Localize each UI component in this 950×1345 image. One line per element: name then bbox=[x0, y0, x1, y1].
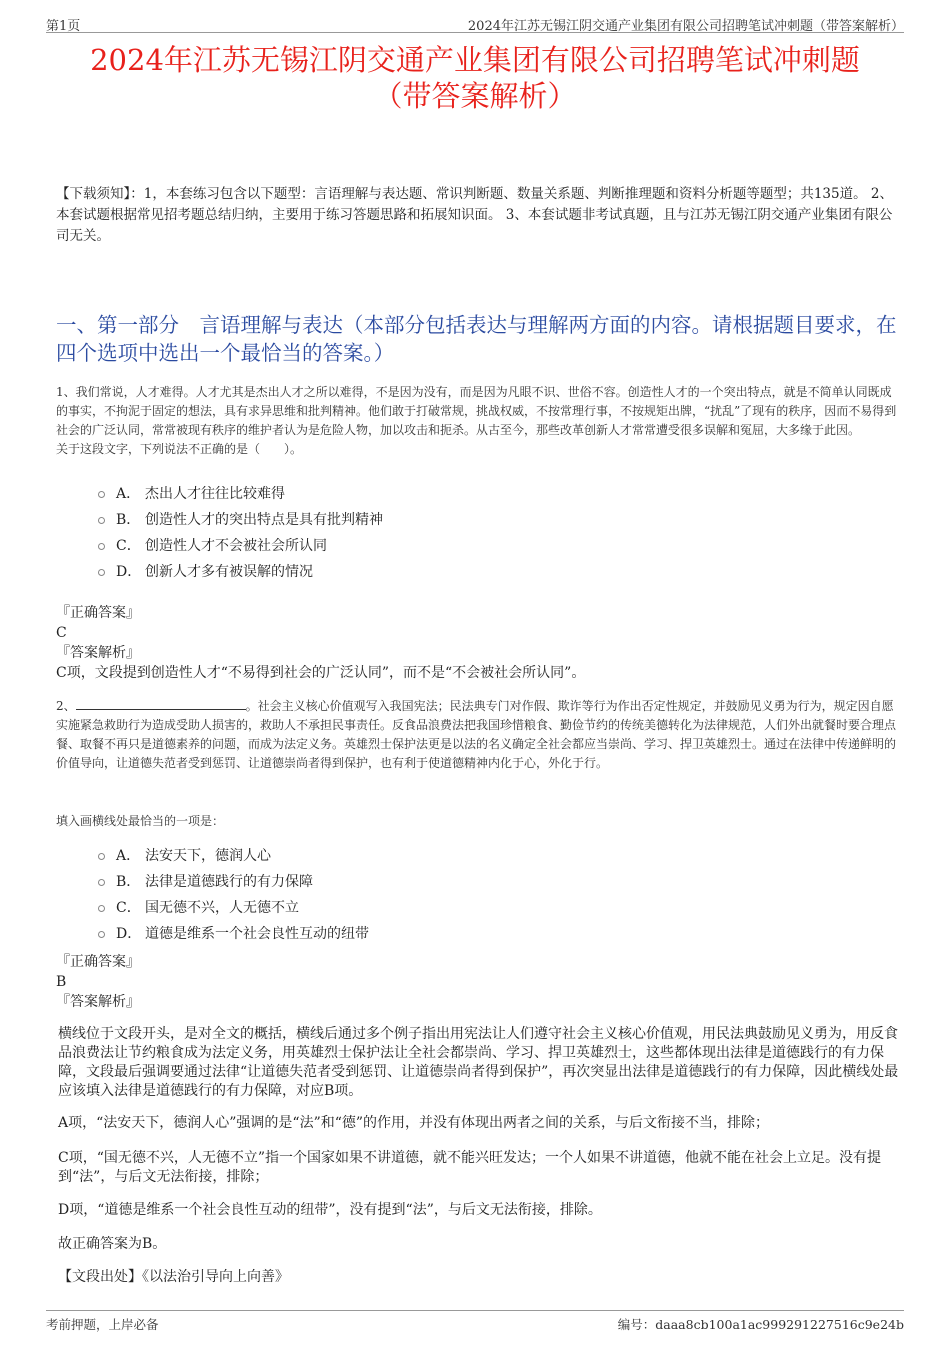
analysis-paragraph: C项，“国无德不兴，人无德不立”指一个国家如果不讲道德，就不能兴旺发达；一个人如果不讲道德，他就不能在社会上立足。没有提到“法”，与后文无法衔接，排除； bbox=[58, 1150, 882, 1185]
radio-icon[interactable] bbox=[98, 853, 105, 860]
question-2-text: 。社会主义核心价值观写入我国宪法；民法典专门对作假、欺诈等行为作出否定性规定，并鼓励见义勇为行为，规定因自愿实施紧急救助行为造成受助人损害的，救助人不承担民事责任。反食品浪费法把我国珍惜粮食、勤俭节约的传统美德转化为法律规范，人们外出就餐时要合理点餐、取餐不再只是道德素养的问题，而成为法定义务。英雄烈士保护法更是以法的名义确定全社会都应当崇尚、学习、捍卫英雄烈士。通过在法律中传递鲜明的价值导向，让道德失范者受到惩罚、让道德崇尚者得到保护，也有利于使道德精神内化于心，外化于行。 bbox=[56, 699, 897, 770]
page-header bbox=[46, 12, 904, 33]
option-letter: C． bbox=[116, 538, 141, 554]
answer-value: C bbox=[56, 625, 67, 641]
option-letter: C． bbox=[116, 900, 141, 916]
option-text: 法律是道德践行的有力保障 bbox=[145, 874, 313, 890]
question-1-stem: 1、我们常说，人才难得。人才尤其是杰出人才之所以难得，不是因为没有，而是因为凡眼不识、世俗不容。创造性人才的一个突出特点，就是不简单认同既成的事实，不拘泥于固定的想法，具有求异思维和批判精神。他们敢于打破常规，挑战权威，不按常理行事，不按规矩出牌，“扰乱”了现有的秩序，因而不易得到社会的广泛认同，常常被现有秩序的维护者认为是危险人物，加以攻击和扼杀。从古至今，那些改革创新人才常常遭受很多误解和冤屈，大多缘于此因。 bbox=[56, 385, 897, 437]
title-line-2: （带答案解析） bbox=[373, 79, 577, 113]
footer-slogan: 考前押题，上岸必备 bbox=[46, 1317, 159, 1332]
radio-icon[interactable] bbox=[98, 879, 105, 886]
radio-icon[interactable] bbox=[98, 905, 105, 912]
question-2-option-d[interactable] bbox=[98, 921, 369, 947]
answer-value: B bbox=[56, 974, 67, 990]
question-1-ask: 关于这段文字，下列说法不正确的是（ ）。 bbox=[56, 442, 303, 456]
question-1 bbox=[56, 383, 900, 459]
source-citation: 【文段出处】《以法治引导向上向善》 bbox=[58, 1269, 289, 1285]
analysis-paragraph: 横线位于文段开头，是对全文的概括，横线后通过多个例子指出用宪法让人们遵守社会主义核心价值观，用民法典鼓励见义勇为，用反食品浪费法让节约粮食成为法定义务，用英雄烈士保护法让全社会都崇尚、学习、捍卫英雄烈士，这些都体现出法律是道德践行的有力保障，文段最后强调要通过法律“让道德失范者受到惩罚、让道德崇尚者得到保护”，再次突显出法律是道德践行的有力保障，因此横线处最应该填入法律是道德践行的有力保障，对应B项。 bbox=[58, 1026, 899, 1099]
option-letter: A． bbox=[116, 486, 141, 502]
question-2-option-c[interactable] bbox=[98, 895, 369, 921]
answer-label: 『正确答案』 bbox=[56, 605, 140, 621]
title-line-1: 2024年江苏无锡江阴交通产业集团有限公司招聘笔试冲刺题 bbox=[90, 43, 860, 77]
option-text: 创新人才多有被误解的情况 bbox=[145, 564, 313, 580]
radio-icon[interactable] bbox=[98, 517, 105, 524]
question-1-option-d[interactable] bbox=[98, 559, 383, 585]
analysis-paragraph: 故正确答案为B。 bbox=[58, 1236, 167, 1252]
question-1-option-a[interactable] bbox=[98, 481, 383, 507]
option-letter: D． bbox=[116, 564, 142, 580]
analysis-label: 『答案解析』 bbox=[56, 994, 140, 1010]
header-doc-title: 2024年江苏无锡江阴交通产业集团有限公司招聘笔试冲刺题（带答案解析） bbox=[467, 19, 904, 34]
fill-blank-line bbox=[76, 697, 246, 710]
question-2-stem bbox=[56, 697, 900, 773]
option-letter: A． bbox=[116, 848, 141, 864]
radio-icon[interactable] bbox=[98, 569, 105, 576]
page-number: 第1页 bbox=[46, 19, 81, 34]
page-footer bbox=[46, 1310, 904, 1333]
question-2-option-b[interactable] bbox=[98, 869, 369, 895]
question-2-ask: 填入画横线处最恰当的一项是： bbox=[56, 814, 225, 828]
question-2-answer bbox=[56, 952, 900, 1012]
document-title bbox=[40, 42, 910, 114]
radio-icon[interactable] bbox=[98, 931, 105, 938]
question-1-answer bbox=[56, 603, 900, 683]
analysis-text: C项，文段提到创造性人才“不易得到社会的广泛认同”，而不是“不会被社会所认同”。 bbox=[56, 665, 586, 681]
radio-icon[interactable] bbox=[98, 543, 105, 550]
answer-label: 『正确答案』 bbox=[56, 954, 140, 970]
option-letter: D． bbox=[116, 926, 142, 942]
radio-icon[interactable] bbox=[98, 491, 105, 498]
option-text: 创造性人才不会被社会所认同 bbox=[145, 538, 327, 554]
analysis-paragraph: A项，“法安天下，德润人心”强调的是“法”和“德”的作用，并没有体现出两者之间的关系，与后文衔接不当，排除； bbox=[58, 1115, 770, 1131]
analysis-label: 『答案解析』 bbox=[56, 645, 140, 661]
analysis-paragraph: D项，“道德是维系一个社会良性互动的纽带”，没有提到“法”，与后文无法衔接，排除。 bbox=[58, 1202, 602, 1218]
question-1-option-c[interactable] bbox=[98, 533, 383, 559]
question-1-option-b[interactable] bbox=[98, 507, 383, 533]
question-2-option-a[interactable] bbox=[98, 843, 369, 869]
download-notice: 【下载须知】：1，本套练习包含以下题型：言语理解与表达题、常识判断题、数量关系题、判断推理题和资料分析题等题型；共135道。 2、本套试题根据常见招考题总结归纳，主要用于练习答题思路和拓展知识面。 3、本套试题非考试真题，且与江苏无锡江阴交通产业集团有限公司无关。 bbox=[56, 186, 893, 244]
option-text: 国无德不兴，人无德不立 bbox=[145, 900, 299, 916]
section-heading: 一、第一部分 言语理解与表达（本部分包括表达与理解两方面的内容。请根据题目要求，在四个选项中选出一个最恰当的答案。） bbox=[56, 313, 897, 365]
option-text: 杰出人才往往比较难得 bbox=[145, 486, 285, 502]
question-1-options bbox=[98, 481, 383, 585]
option-text: 创造性人才的突出特点是具有批判精神 bbox=[145, 512, 383, 528]
option-letter: B． bbox=[116, 874, 141, 890]
footer-id: 编号：daaa8cb100a1ac999291227516c9e24b bbox=[617, 1317, 904, 1332]
question-2-options bbox=[98, 843, 369, 947]
option-letter: B． bbox=[116, 512, 141, 528]
question-2-number: 2、 bbox=[56, 699, 76, 713]
question-2 bbox=[56, 697, 900, 773]
option-text: 道德是维系一个社会良性互动的纽带 bbox=[145, 926, 369, 942]
option-text: 法安天下，德润人心 bbox=[145, 848, 271, 864]
